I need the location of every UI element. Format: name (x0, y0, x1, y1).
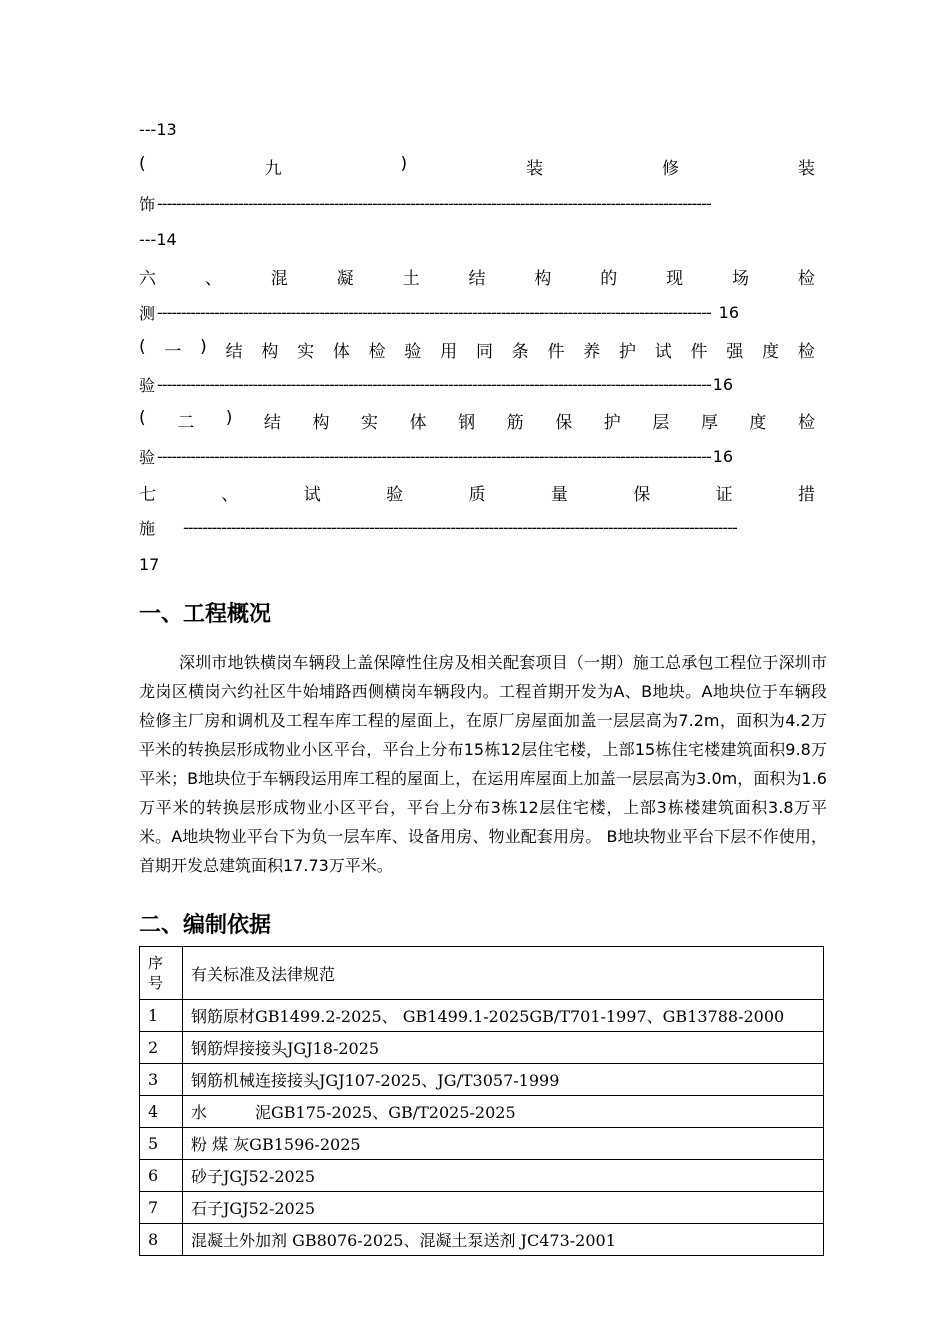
row-no: 8 (140, 1224, 183, 1256)
toc-char: 措 (798, 485, 815, 505)
toc-char: ( (139, 337, 146, 357)
toc-line-cont-14: ---14 (139, 230, 177, 249)
toc-char: 护 (603, 413, 621, 433)
row-name: 混凝土外加剂 GB8076-2025、混凝土泵送剂 JC473-2001 (183, 1224, 824, 1256)
toc-char: 保 (555, 413, 573, 433)
row-no: 7 (140, 1192, 183, 1224)
toc-char: ) (225, 408, 233, 428)
toc-lead-char: 测 (139, 304, 156, 323)
toc-char: 构 (534, 269, 552, 289)
toc-char: 的 (600, 269, 618, 289)
toc-char: 层 (652, 413, 670, 433)
section-title-basis: 二、编制依据 (139, 913, 272, 938)
toc-item-9 (139, 154, 815, 179)
toc-char: 九 (264, 159, 282, 179)
header-no: 序号 (140, 947, 183, 1000)
row-name: 砂子JGJ52-2025 (183, 1160, 824, 1192)
dot-leader: -------------------------------------------------------------------------------------------------------------------- (157, 194, 711, 213)
toc-char: 试 (303, 485, 321, 505)
row-name: 粉 煤 灰GB1596-2025 (183, 1128, 824, 1160)
toc-char: 六 (139, 269, 156, 289)
dot-leader: -------------------------------------------------------------------------------------------------------------------- (183, 518, 737, 537)
toc-char: 体 (409, 413, 427, 433)
toc-char: 实 (297, 342, 315, 362)
toc-char: 保 (633, 485, 651, 505)
dot-leader: -------------------------------------------------------------------------------------------------------------------- (157, 447, 711, 466)
toc-char: 试 (654, 342, 672, 362)
toc-char: 修 (662, 159, 680, 179)
toc-char: 度 (762, 342, 780, 362)
toc-line-cont-17: 17 (139, 555, 160, 574)
toc-item-6-1 (139, 337, 815, 362)
row-name: 钢筋焊接接头JGJ18-2025 (183, 1032, 824, 1064)
toc-char: 质 (468, 485, 486, 505)
toc-char: 检 (797, 413, 815, 433)
toc-char: 构 (312, 413, 330, 433)
toc-char: 量 (550, 485, 568, 505)
toc-char: 场 (732, 269, 750, 289)
toc-char: 装 (526, 159, 544, 179)
dot-leader: -------------------------------------------------------------------------------------------------------------------- (157, 375, 711, 394)
toc-char: 强 (726, 342, 744, 362)
row-no: 4 (140, 1096, 183, 1128)
table-row (140, 1160, 824, 1192)
toc-line-cont-13: ---13 (139, 120, 177, 139)
toc-char: ( (139, 408, 146, 428)
toc-char: 钢 (458, 413, 476, 433)
header-name: 有关标准及法律规范 (183, 947, 824, 1000)
toc-char: 检 (797, 342, 815, 362)
toc-char: 构 (261, 342, 279, 362)
toc-char: 养 (583, 342, 601, 362)
toc-item-7 (139, 480, 815, 505)
toc-char: 证 (715, 485, 733, 505)
toc-char: ) (400, 154, 408, 174)
toc-char: 一 (164, 342, 182, 362)
toc-char: 同 (475, 342, 493, 362)
standards-table (139, 946, 824, 1256)
row-name: 钢筋机械连接接头JGJ107-2025、JG/T3057-1999 (183, 1064, 824, 1096)
table-row (140, 1192, 824, 1224)
toc-char: 结 (225, 342, 243, 362)
toc-char: 装 (797, 159, 815, 179)
table-row (140, 1128, 824, 1160)
toc-char: 验 (404, 342, 422, 362)
row-name: 水 泥GB175-2025、GB/T2025-2025 (183, 1096, 824, 1128)
toc-lead-char: 验 (139, 376, 156, 395)
toc-char: ( (139, 154, 146, 174)
toc-item-6 (139, 264, 815, 289)
table-row (140, 1032, 824, 1064)
table-row (140, 1224, 824, 1256)
toc-page-number: 16 (712, 447, 734, 466)
toc-char: 筋 (506, 413, 524, 433)
table-row (140, 1000, 824, 1032)
toc-char: 七 (139, 485, 156, 505)
toc-item-6-1-leader (139, 373, 734, 396)
overview-paragraph (139, 648, 827, 880)
toc-char: 验 (386, 485, 404, 505)
toc-char: 土 (402, 269, 420, 289)
row-no: 3 (140, 1064, 183, 1096)
toc-char: ) (200, 337, 207, 357)
toc-char: 实 (361, 413, 379, 433)
toc-char: 现 (666, 269, 684, 289)
row-no: 2 (140, 1032, 183, 1064)
toc-page-number: 16 (712, 375, 734, 394)
toc-lead-char: 验 (139, 448, 156, 467)
table-row (140, 1064, 824, 1096)
toc-lead-char: 施 (139, 519, 156, 538)
toc-char: 结 (468, 269, 486, 289)
table-row (140, 1096, 824, 1128)
row-name: 石子JGJ52-2025 (183, 1192, 824, 1224)
toc-item-6-leader (139, 301, 739, 324)
toc-char: 用 (440, 342, 458, 362)
toc-char: 结 (263, 413, 281, 433)
toc-char: 、 (221, 485, 239, 505)
toc-char: 检 (368, 342, 386, 362)
toc-item-9-leader (139, 192, 815, 215)
toc-char: 检 (797, 269, 815, 289)
row-no: 5 (140, 1128, 183, 1160)
table-header-row (140, 947, 824, 1000)
row-no: 1 (140, 1000, 183, 1032)
toc-char: 凝 (336, 269, 354, 289)
toc-char: 件 (690, 342, 708, 362)
toc-char: 度 (749, 413, 767, 433)
toc-item-7-leader (139, 516, 815, 539)
toc-item-6-2-leader (139, 445, 734, 468)
toc-char: 厚 (700, 413, 718, 433)
row-no: 6 (140, 1160, 183, 1192)
toc-char: 护 (619, 342, 636, 362)
toc-page-number: 16 (718, 303, 739, 322)
section-title-overview: 一、工程概况 (139, 602, 272, 627)
toc-char: 、 (204, 269, 222, 289)
overview-text: 深圳市地铁横岗车辆段上盖保障性住房及相关配套项目（一期）施工总承包工程位于深圳市龙岗区横岗六约社区牛始埔路西侧横岗车辆段内。工程首期开发为A、B地块。A地块位于车辆段检修主厂房和调机及工程车库工程的屋面上，在原厂房屋面加盖一层层高为7.2m，面积为4.2万平米的转换层形成物业小区平台，平台上分布15栋12层住宅楼，上部15栋住宅楼建筑面积9.8万平米；B地块位于车辆段运用库工程的屋面上，在运用库屋面上加盖一层层高为3.0m，面积为1.6万平米的转换层形成物业小区平台，平台上分布3栋12层住宅楼，上部3栋楼建筑面积3.8万平米。A地块物业平台下为负一层车库、设备用房、物业配套用房。 B地块物业平台下层不作使用，首期开发总建筑面积17.73万平米。 (139, 653, 827, 875)
toc-char: 体 (332, 342, 350, 362)
toc-item-6-2 (139, 408, 815, 433)
toc-char: 混 (270, 269, 288, 289)
dot-leader: -------------------------------------------------------------------------------------------------------------------- (157, 303, 711, 322)
toc-char: 件 (547, 342, 565, 362)
toc-char: 条 (511, 342, 529, 362)
row-name: 钢筋原材GB1499.2-2025、 GB1499.1-2025GB/T701-1997、GB13788-2000 (183, 1000, 824, 1032)
toc-char: 二 (177, 413, 195, 433)
toc-lead-char: 饰 (139, 195, 156, 214)
